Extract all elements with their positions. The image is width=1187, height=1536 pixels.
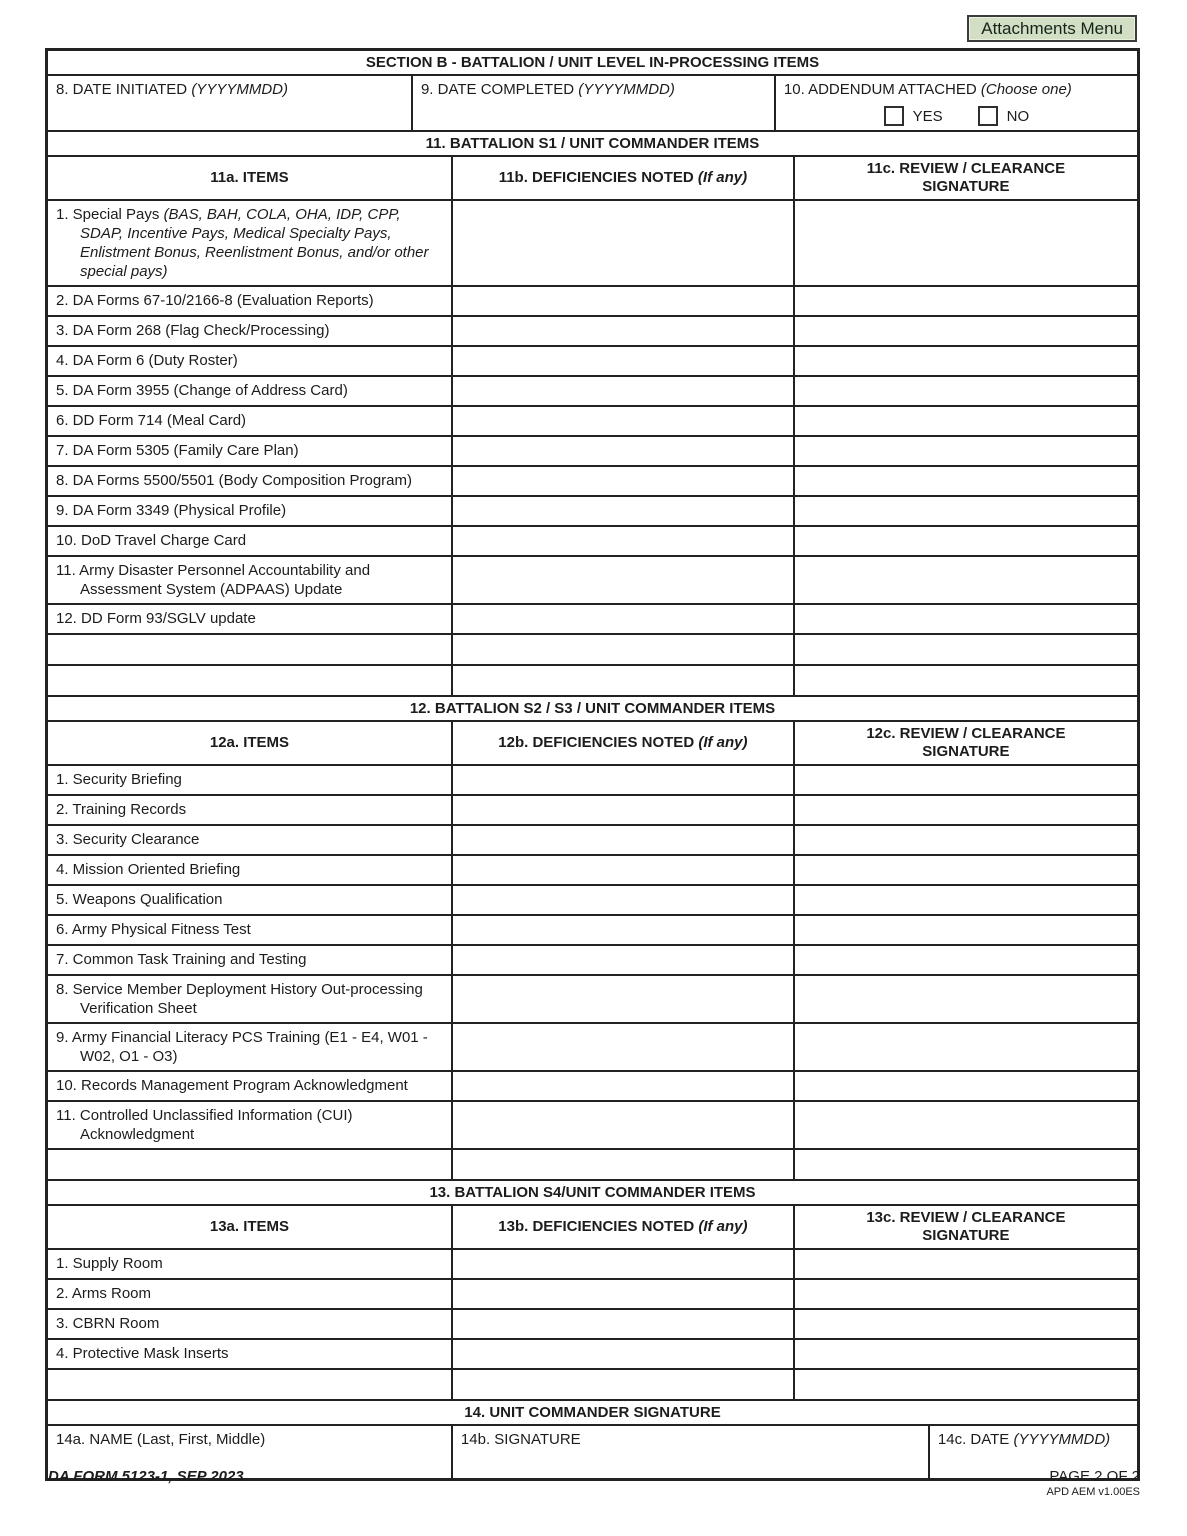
item-row [48, 1308, 1137, 1338]
signature-cell[interactable] [793, 1370, 1137, 1399]
column-header-text: 13b. DEFICIENCIES NOTED (If any) [498, 1218, 748, 1235]
item-text: 2. Arms Room [56, 1285, 152, 1302]
extra-item-cell[interactable] [48, 635, 451, 664]
section-14-title: 14. UNIT COMMANDER SIGNATURE [48, 1399, 1137, 1424]
deficiencies-cell[interactable] [451, 946, 793, 974]
column-header-11b [451, 157, 793, 199]
item-label-cell [48, 1280, 451, 1308]
item-row [48, 465, 1137, 495]
deficiencies-cell[interactable] [451, 1150, 793, 1179]
section-13-title: 13. BATTALION S4/UNIT COMMANDER ITEMS [429, 1184, 756, 1201]
column-header-text: 12b. DEFICIENCIES NOTED (If any) [498, 734, 748, 751]
item-text: 7. DA Form 5305 (Family Care Plan) [56, 442, 299, 459]
section-12 [48, 695, 1137, 1179]
item-tables [48, 130, 1137, 1399]
date-initiated-cell [48, 76, 411, 130]
column-header-13a [48, 1206, 451, 1248]
deficiencies-cell[interactable] [451, 1340, 793, 1368]
deficiencies-cell[interactable] [451, 1370, 793, 1399]
item-text: 2. Training Records [56, 801, 187, 818]
item-text: 4. Mission Oriented Briefing [56, 861, 241, 878]
signature-cell[interactable] [793, 347, 1137, 375]
deficiencies-cell[interactable] [451, 1072, 793, 1100]
item-text: 7. Common Task Training and Testing [56, 951, 307, 968]
column-header-13c [793, 1206, 1137, 1248]
dates-row [48, 74, 1137, 130]
signature-cell[interactable] [793, 497, 1137, 525]
signature-cell[interactable] [793, 916, 1137, 944]
item-row [48, 1100, 1137, 1148]
signature-cell[interactable] [793, 407, 1137, 435]
commander-date-label: 14c. DATE (YYYYMMDD) [937, 1431, 1111, 1448]
date-completed-field[interactable] [421, 99, 766, 126]
item-text: 1. Security Briefing [56, 771, 182, 788]
item-row [48, 435, 1137, 465]
section-11 [48, 132, 1137, 695]
item-label-cell [48, 856, 451, 884]
item-text: 11. Army Disaster Personnel Accountability and Assessment System (ADPAAS) Update [56, 562, 371, 598]
item-row [48, 914, 1137, 944]
item-row [48, 884, 1137, 914]
column-header-text: 13c. REVIEW / CLEARANCE SIGNATURE [866, 1209, 1066, 1244]
deficiencies-cell[interactable] [451, 287, 793, 315]
deficiencies-cell[interactable] [451, 497, 793, 525]
signature-cell[interactable] [793, 1072, 1137, 1100]
signature-cell[interactable] [793, 946, 1137, 974]
signature-cell[interactable] [793, 467, 1137, 495]
item-label-cell [48, 946, 451, 974]
date-initiated-hint: (YYYYMMDD) [191, 81, 288, 98]
signature-cell[interactable] [793, 1024, 1137, 1070]
deficiencies-cell[interactable] [451, 605, 793, 633]
signature-cell[interactable] [793, 976, 1137, 1022]
item-row [48, 555, 1137, 603]
signature-cell[interactable] [793, 1150, 1137, 1179]
column-header-text: 12a. ITEMS [209, 734, 290, 751]
deficiencies-cell[interactable] [451, 1310, 793, 1338]
item-row [48, 1070, 1137, 1100]
item-row [48, 495, 1137, 525]
column-header-text: 11b. DEFICIENCIES NOTED (If any) [498, 169, 748, 186]
empty-item-row [48, 664, 1137, 695]
signature-cell[interactable] [793, 1250, 1137, 1278]
date-completed-label: 9. DATE COMPLETED (YYYYMMDD) [420, 81, 675, 98]
item-row [48, 285, 1137, 315]
date-completed-hint: (YYYYMMDD) [578, 81, 675, 98]
item-text: 3. Security Clearance [56, 831, 200, 848]
item-text: 3. DA Form 268 (Flag Check/Processing) [56, 322, 330, 339]
item-row [48, 854, 1137, 884]
item-text: 4. DA Form 6 (Duty Roster) [56, 352, 238, 369]
item-label-cell [48, 347, 451, 375]
deficiencies-cell[interactable] [451, 317, 793, 345]
signature-cell[interactable] [793, 826, 1137, 854]
addendum-yes-checkbox[interactable] [884, 106, 904, 126]
deficiencies-cell[interactable] [451, 826, 793, 854]
signature-cell[interactable] [793, 605, 1137, 633]
item-label-cell [48, 377, 451, 405]
item-label-cell [48, 1072, 451, 1100]
signature-cell[interactable] [793, 635, 1137, 664]
item-label-cell [48, 1310, 451, 1338]
date-completed-cell [411, 76, 774, 130]
item-label-cell [48, 317, 451, 345]
commander-name-label: 14a. NAME (Last, First, Middle) [56, 1431, 266, 1448]
item-row [48, 315, 1137, 345]
signature-cell[interactable] [793, 287, 1137, 315]
section-13-column-headers [48, 1204, 1137, 1248]
item-text: 1. Special Pays (BAS, BAH, COLA, OHA, IDP, CPP, SDAP, Incentive Pays, Medical Specialty Pays, Enlistment Bonus, Reenlistment Bonus, and/or other special pays) [56, 206, 429, 280]
commander-signature-label: 14b. SIGNATURE [460, 1431, 581, 1448]
item-text: 3. CBRN Room [56, 1315, 160, 1332]
item-row [48, 764, 1137, 794]
signature-cell[interactable] [793, 557, 1137, 603]
item-label-cell [48, 1250, 451, 1278]
item-label-cell [48, 796, 451, 824]
deficiencies-cell[interactable] [451, 201, 793, 285]
item-row [48, 1022, 1137, 1070]
attachments-menu-button[interactable]: Attachments Menu [967, 15, 1137, 42]
item-row [48, 525, 1137, 555]
deficiencies-cell[interactable] [451, 976, 793, 1022]
deficiencies-cell[interactable] [451, 796, 793, 824]
extra-item-cell[interactable] [48, 1150, 451, 1179]
section-12-column-headers [48, 720, 1137, 764]
deficiencies-cell[interactable] [451, 527, 793, 555]
deficiencies-cell[interactable] [451, 766, 793, 794]
section-b-title: SECTION B - BATTALION / UNIT LEVEL IN-PROCESSING ITEMS [365, 54, 820, 71]
empty-item-row [48, 1148, 1137, 1179]
item-label-cell [48, 605, 451, 633]
column-header-text: 11c. REVIEW / CLEARANCE SIGNATURE [866, 160, 1066, 195]
deficiencies-cell[interactable] [451, 1280, 793, 1308]
addendum-yes-label: YES [912, 107, 943, 125]
item-row [48, 974, 1137, 1022]
signature-cell[interactable] [793, 1280, 1137, 1308]
addendum-no-label: NO [1006, 107, 1030, 125]
signature-cell[interactable] [793, 1102, 1137, 1148]
date-initiated-label: 8. DATE INITIATED (YYYYMMDD) [56, 81, 288, 98]
apd-version: APD AEM v1.00ES [1046, 1486, 1140, 1498]
deficiencies-cell[interactable] [451, 557, 793, 603]
column-header-12c [793, 722, 1137, 764]
item-label-cell [48, 201, 451, 285]
deficiencies-cell[interactable] [451, 666, 793, 695]
item-label-cell [48, 886, 451, 914]
item-row [48, 1248, 1137, 1278]
section-13 [48, 1179, 1137, 1399]
extra-item-cell[interactable] [48, 666, 451, 695]
form-table [45, 48, 1140, 1481]
page-number: PAGE 2 OF 2 [1049, 1468, 1140, 1485]
item-label-cell [48, 467, 451, 495]
item-text: 12. DD Form 93/SGLV update [56, 610, 256, 627]
signature-cell[interactable] [793, 377, 1137, 405]
item-text: 9. Army Financial Literacy PCS Training (E1 - E4, W01 - W02, O1 - O3) [56, 1029, 428, 1065]
signature-cell[interactable] [793, 1310, 1137, 1338]
item-text: 4. Protective Mask Inserts [56, 1345, 229, 1362]
item-label-cell [48, 557, 451, 603]
item-row [48, 794, 1137, 824]
deficiencies-cell[interactable] [451, 377, 793, 405]
deficiencies-cell[interactable] [451, 1250, 793, 1278]
item-text: 6. Army Physical Fitness Test [56, 921, 251, 938]
section-11-title: 11. BATTALION S1 / UNIT COMMANDER ITEMS [425, 135, 760, 152]
item-label-cell [48, 1340, 451, 1368]
signature-cell[interactable] [793, 796, 1137, 824]
deficiencies-cell[interactable] [451, 407, 793, 435]
addendum-no-checkbox[interactable] [978, 106, 998, 126]
item-text: 2. DA Forms 67-10/2166-8 (Evaluation Reports) [56, 292, 374, 309]
deficiencies-cell[interactable] [451, 916, 793, 944]
item-text: 10. Records Management Program Acknowledgment [56, 1077, 408, 1094]
item-row [48, 345, 1137, 375]
extra-item-cell[interactable] [48, 1370, 451, 1399]
item-text: 6. DD Form 714 (Meal Card) [56, 412, 247, 429]
item-row [48, 405, 1137, 435]
signature-cell[interactable] [793, 886, 1137, 914]
deficiencies-cell[interactable] [451, 347, 793, 375]
date-initiated-field[interactable] [56, 99, 403, 126]
signature-cell[interactable] [793, 317, 1137, 345]
item-text: 10. DoD Travel Charge Card [56, 532, 247, 549]
signature-cell[interactable] [793, 437, 1137, 465]
column-header-text: 11a. ITEMS [210, 169, 289, 186]
page-footer [48, 1468, 1140, 1499]
item-label-cell [48, 976, 451, 1022]
item-row [48, 1338, 1137, 1368]
deficiencies-cell[interactable] [451, 437, 793, 465]
deficiencies-cell[interactable] [451, 886, 793, 914]
addendum-options [784, 106, 1129, 126]
item-row [48, 603, 1137, 633]
item-text: 8. DA Forms 5500/5501 (Body Composition Program) [56, 472, 412, 489]
item-row [48, 375, 1137, 405]
item-row [48, 824, 1137, 854]
deficiencies-cell[interactable] [451, 856, 793, 884]
addendum-attached-cell [774, 76, 1137, 130]
addendum-attached-hint: (Choose one) [980, 81, 1072, 98]
item-label-cell [48, 1102, 451, 1148]
commander-date-hint: (YYYYMMDD) [1013, 1431, 1111, 1448]
deficiencies-cell[interactable] [451, 467, 793, 495]
item-label-cell [48, 766, 451, 794]
addendum-attached-label: 10. ADDENDUM ATTACHED (Choose one) [783, 81, 1072, 98]
item-row [48, 1278, 1137, 1308]
empty-item-row [48, 633, 1137, 664]
deficiencies-cell[interactable] [451, 1024, 793, 1070]
item-text: 8. Service Member Deployment History Out-processing Verification Sheet [56, 981, 423, 1017]
section-11-column-headers [48, 155, 1137, 199]
column-header-11a [48, 157, 451, 199]
form-number: DA FORM 5123-1, SEP 2023 [48, 1468, 244, 1485]
item-label-cell [48, 916, 451, 944]
deficiencies-cell[interactable] [451, 1102, 793, 1148]
item-label-cell [48, 527, 451, 555]
signature-cell[interactable] [793, 856, 1137, 884]
item-text: 5. DA Form 3955 (Change of Address Card) [56, 382, 348, 399]
item-label-cell [48, 826, 451, 854]
signature-cell[interactable] [793, 201, 1137, 285]
item-label-cell [48, 437, 451, 465]
column-header-text: 13a. ITEMS [209, 1218, 290, 1235]
column-header-text: 12c. REVIEW / CLEARANCE SIGNATURE [866, 725, 1066, 760]
column-header-12b [451, 722, 793, 764]
signature-cell[interactable] [793, 766, 1137, 794]
item-row [48, 199, 1137, 285]
item-label-cell [48, 1024, 451, 1070]
item-text: 5. Weapons Qualification [56, 891, 223, 908]
section-12-title: 12. BATTALION S2 / S3 / UNIT COMMANDER ITEMS [409, 700, 776, 717]
item-text: 11. Controlled Unclassified Information (CUI) Acknowledgment [56, 1107, 353, 1143]
item-label-cell [48, 287, 451, 315]
column-header-11c [793, 157, 1137, 199]
column-header-13b [451, 1206, 793, 1248]
column-header-12a [48, 722, 451, 764]
empty-item-row [48, 1368, 1137, 1399]
signature-cell[interactable] [793, 666, 1137, 695]
item-text: 1. Supply Room [56, 1255, 163, 1272]
signature-cell[interactable] [793, 1340, 1137, 1368]
item-label-cell [48, 407, 451, 435]
item-text: 9. DA Form 3349 (Physical Profile) [56, 502, 287, 519]
signature-cell[interactable] [793, 527, 1137, 555]
item-label-cell [48, 497, 451, 525]
item-row [48, 944, 1137, 974]
deficiencies-cell[interactable] [451, 635, 793, 664]
footer-right [1046, 1468, 1140, 1499]
